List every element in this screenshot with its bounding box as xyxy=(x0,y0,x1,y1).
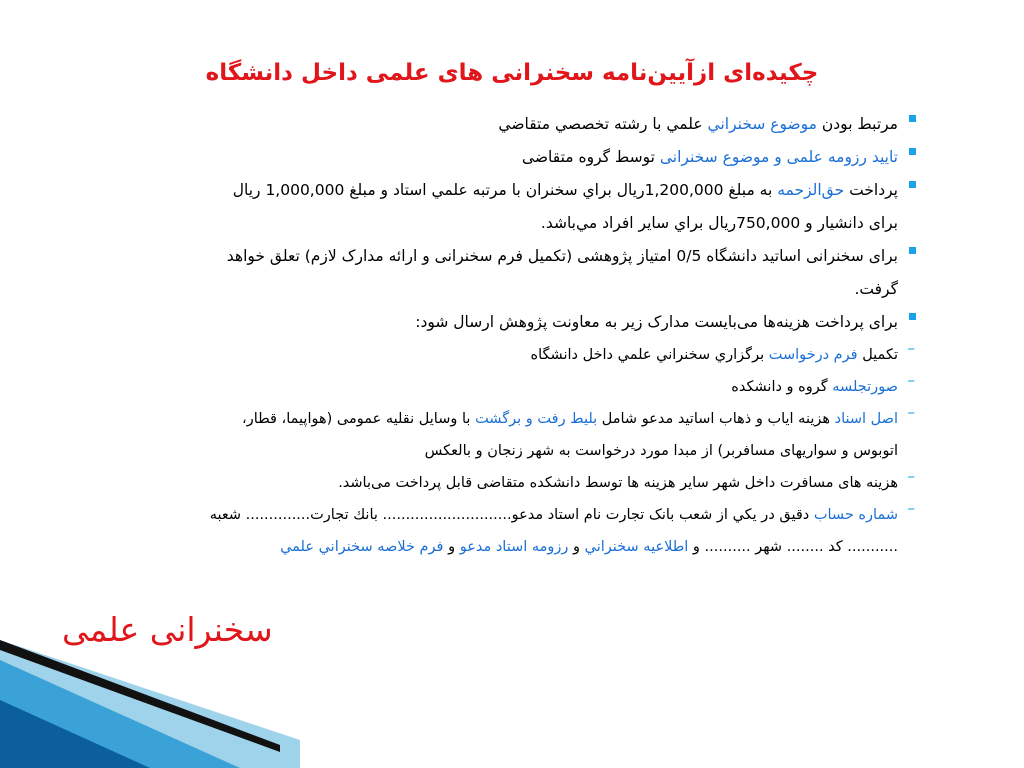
text-segment: برای سخنرانی اساتید دانشگاه 0/5 امتیاز پژوهشی (تکمیل فرم سخنرانی و ارائه مدارک لازم) تعلق خواهد xyxy=(226,247,898,265)
highlighted-text: فرم خلاصه سخنراني علمي xyxy=(280,539,444,555)
text-segment: دقيق در يكي از شعب بانک تجارت نام استاد مدعو............................ بانك تجارت.............. شعبه xyxy=(209,507,814,523)
highlighted-text: حق‌الزحمه xyxy=(777,181,845,199)
text-segment: تکمیل xyxy=(857,347,898,363)
text-segment: اتوبوس و سواریهای مسافربر) از مبدا مورد درخواست به شهر زنجان و بالعکس xyxy=(424,443,898,459)
text-segment: برای پرداخت هزینه‌ها می‌بایست مدارک زیر به معاونت پژوهش ارسال شود: xyxy=(415,313,898,331)
text-segment: ........... كد ........ شهر .......... و xyxy=(688,539,898,555)
highlighted-text: فرم درخواست xyxy=(768,347,858,363)
highlighted-text: اصل اسناد xyxy=(834,411,898,427)
highlighted-text: رزومه استاد مدعو xyxy=(459,539,569,555)
highlighted-text: موضوع سخنراني xyxy=(707,115,817,133)
text-segment: برگزاري سخنراني علمي داخل دانشگاه xyxy=(530,347,769,363)
text-segment: به مبلغ 1,200,000ريال براي سخنران با مرتبه علمي استاد و مبلغ 1,000,000 ريال xyxy=(232,181,778,199)
text-segment: و xyxy=(443,539,460,555)
text-segment: هزینه های مسافرت داخل شهر سایر هزینه ها توسط دانشکده متقاضی قابل پرداخت می‌باشد. xyxy=(338,475,898,491)
highlighted-text: اطلاعيه سخنراني xyxy=(584,539,689,555)
dash-bullet-icon: – xyxy=(907,339,915,357)
text-segment: علمي با رشته تخصصي متقاضي xyxy=(498,115,708,133)
text-segment: گروه و دانشکده xyxy=(731,379,833,395)
highlighted-text: شماره حساب xyxy=(813,507,898,523)
text-segment: برای دانشیار و 750,000ريال براي ساير افراد مي‌باشد. xyxy=(540,214,898,232)
highlighted-text: بلیط رفت و برگشت xyxy=(475,411,598,427)
highlighted-text: صورتجلسه xyxy=(832,379,898,395)
text-segment: با وسایل نقلیه عمومی (هواپیما، قطار، xyxy=(242,411,476,427)
text-segment: توسط گروه متقاضی xyxy=(521,148,660,166)
text-segment: و xyxy=(568,539,585,555)
text-segment: هزینه ایاب و ذهاب اساتید مدعو شامل xyxy=(597,411,835,427)
dash-bullet-icon: – xyxy=(907,371,915,389)
highlighted-text: تایید رزومه علمی و موضوع سخنرانی xyxy=(659,148,898,166)
text-segment: مرتبط بودن xyxy=(816,115,898,133)
footer-title: سخنرانی علمی xyxy=(62,610,273,649)
text-segment: گرفت. xyxy=(854,280,898,298)
slide-title: چکیده‌ای ازآیین‌نامه سخنرانی های علمی داخل دانشگاه xyxy=(205,60,819,86)
text-segment: پرداخت xyxy=(844,181,898,199)
dash-bullet-icon: – xyxy=(907,467,915,485)
dash-bullet-icon: – xyxy=(907,403,915,421)
dash-bullet-icon: – xyxy=(907,499,915,517)
